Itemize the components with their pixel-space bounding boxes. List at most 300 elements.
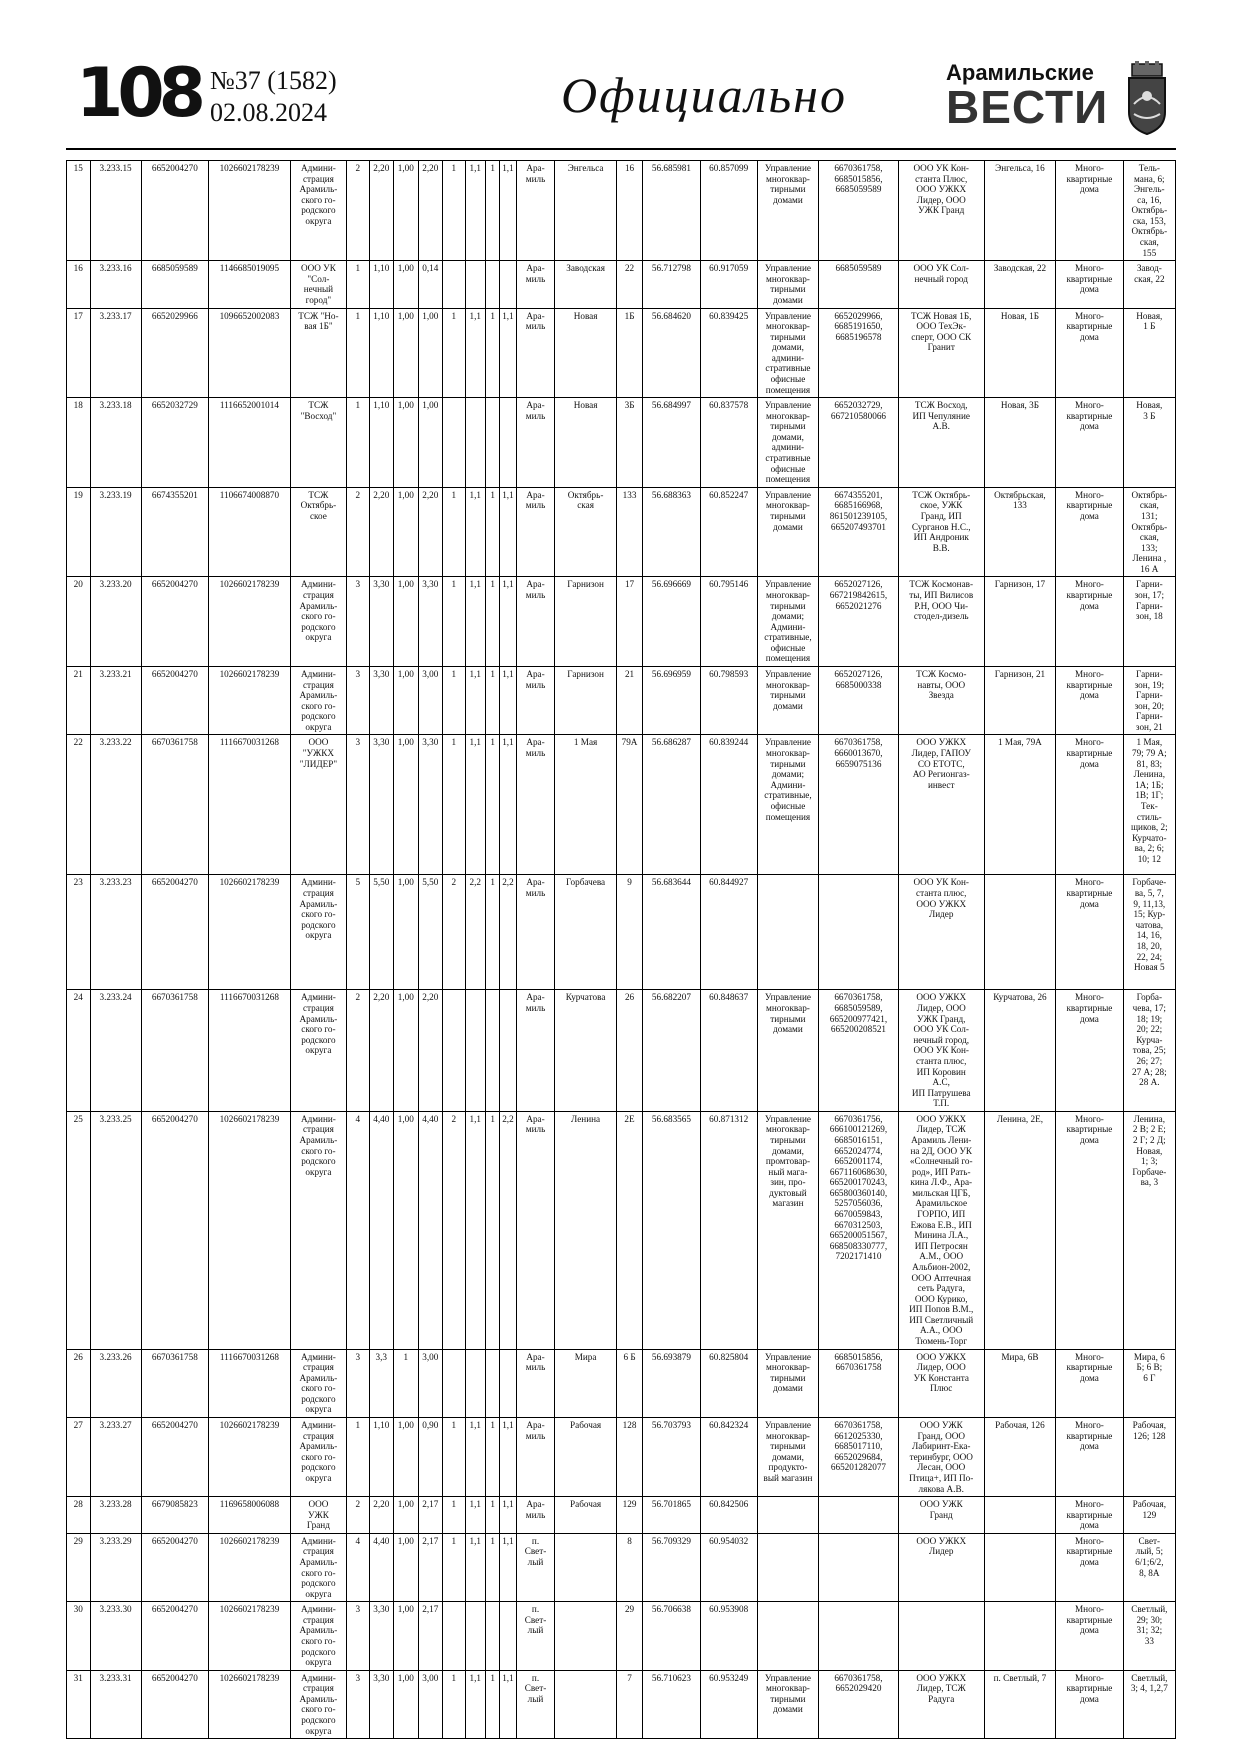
table-cell: 56.710623 [643, 1670, 700, 1738]
table-cell [485, 261, 499, 308]
table-cell: ООО УК "Сол- нечный город" [290, 261, 346, 308]
table-cell: Курчатова, 26 [984, 990, 1056, 1111]
table-cell: 1,00 [394, 261, 419, 308]
table-cell: 1 [443, 1418, 465, 1497]
table-cell: ООО УЖКХ Лидер, ГАПОУ СО ЕТОТС, АО Регионгаз- инвест [898, 735, 984, 875]
table-cell: 1,00 [394, 487, 419, 577]
table-cell: 6652004270 [141, 1670, 208, 1738]
table-cell: Админи- страция Арамиль- ского го- родского округа [290, 1349, 346, 1417]
table-cell: 6674355201, 6685166968, 861501239105, 665207493701 [819, 487, 899, 577]
table-cell: 60.839244 [700, 735, 757, 875]
table-cell: Ара- миль [516, 487, 555, 577]
table-cell: 1,00 [394, 577, 419, 667]
table-cell: Много- квартирные дома [1056, 667, 1123, 735]
table-cell: 3,30 [369, 577, 394, 667]
table-cell: 1,1 [500, 1670, 516, 1738]
table-cell [485, 398, 499, 488]
table-row [67, 1602, 1176, 1670]
table-cell: 1,1 [500, 308, 516, 398]
table-cell: 1,00 [394, 875, 419, 990]
table-cell: 30 [67, 1602, 91, 1670]
table-cell: Много- квартирные дома [1056, 1602, 1123, 1670]
table-cell: Управление многоквар- тирными домами, продукто- вый магазин [757, 1418, 818, 1497]
table-cell: 1,10 [369, 398, 394, 488]
table-cell: 1 [347, 308, 369, 398]
table-cell: 15 [67, 161, 91, 261]
table-row [67, 990, 1176, 1111]
table-cell: 4 [347, 1533, 369, 1601]
table-cell: Мира, 6 Б; 6 В; 6 Г [1123, 1349, 1175, 1417]
table-cell: Управление многоквар- тирными домами [757, 1349, 818, 1417]
table-cell: Ара- миль [516, 398, 555, 488]
table-cell [485, 1602, 499, 1670]
table-cell [443, 990, 465, 1111]
table-cell: 1026602178239 [209, 1418, 291, 1497]
table-cell: Свет- лый, 5; 6/1;6/2, 8, 8А [1123, 1533, 1175, 1601]
table-cell [984, 1602, 1056, 1670]
table-cell: 2 [443, 875, 465, 990]
table-cell: ООО УЖКХ Лидер, ТСЖ Радуга [898, 1670, 984, 1738]
table-cell: Админи- страция Арамиль- ского го- родского округа [290, 161, 346, 261]
table-cell: Ленина, 2Е, [984, 1111, 1056, 1349]
table-cell: Гарнизон [555, 667, 616, 735]
table-cell: 0,90 [418, 1418, 443, 1497]
table-cell: 60.954032 [700, 1533, 757, 1601]
table-cell: 56.703793 [643, 1418, 700, 1497]
table-cell: 60.852247 [700, 487, 757, 577]
table-cell: Много- квартирные дома [1056, 875, 1123, 990]
table-cell: Управление многоквар- тирными домами; Админи- стративные, офисные помещения [757, 577, 818, 667]
table-cell: Горбачева [555, 875, 616, 990]
table-cell: Админи- страция Арамиль- ского го- родского округа [290, 1111, 346, 1349]
table-cell: Энгельса [555, 161, 616, 261]
table-cell: 1,00 [418, 308, 443, 398]
issue-number: №37 (1582) [210, 66, 337, 95]
table-cell: ООО УЖКХ Лидер [898, 1533, 984, 1601]
table-cell: Заводская, 22 [984, 261, 1056, 308]
table-cell: 1,00 [394, 308, 419, 398]
table-cell: 1026602178239 [209, 161, 291, 261]
table-cell: ООО УЖК Гранд, ООО Лабиринт-Ека- теринбург, ООО Лесан, ООО Птица+, ИП По- лякова А.В. [898, 1418, 984, 1497]
table-cell [819, 1602, 899, 1670]
table-cell: Горба- чева, 17; 18; 19; 20; 22; Курча- това, 25; 26; 27; 27 А; 28; 28 А. [1123, 990, 1175, 1111]
table-cell: Рабочая, 126 [984, 1418, 1056, 1497]
table-cell: 1,1 [465, 667, 485, 735]
table-cell: Рабочая [555, 1418, 616, 1497]
table-cell: 6670361758 [141, 1349, 208, 1417]
table-cell: 1,1 [500, 1497, 516, 1534]
table-cell: Управление многоквар- тирными домами [757, 487, 818, 577]
table-row [67, 735, 1176, 875]
table-cell: 3.233.15 [90, 161, 141, 261]
table-cell: 6652027126, 667219842615, 6652021276 [819, 577, 899, 667]
table-cell: Много- квартирные дома [1056, 398, 1123, 488]
table-row [67, 1670, 1176, 1738]
table-cell: 8 [616, 1533, 643, 1601]
table-cell: 3.233.21 [90, 667, 141, 735]
table-cell: 6670361758 [141, 735, 208, 875]
table-cell: Энгельса, 16 [984, 161, 1056, 261]
table-cell: 1116670031268 [209, 735, 291, 875]
table-cell [757, 875, 818, 990]
table-cell: Много- квартирные дома [1056, 487, 1123, 577]
table-cell: Ара- миль [516, 1497, 555, 1534]
table-cell [443, 1602, 465, 1670]
table-cell: Ленина, 2 В; 2 Е; 2 Г; 2 Д; Новая, 1; 3; Горбаче- ва, 3 [1123, 1111, 1175, 1349]
table-cell: 6652029966, 6685191650, 6685196578 [819, 308, 899, 398]
table-cell: Управление многоквар- тирными домами [757, 1670, 818, 1738]
table-cell: 60.871312 [700, 1111, 757, 1349]
table-cell: Курчатова [555, 990, 616, 1111]
table-row [67, 667, 1176, 735]
header-divider [66, 148, 1176, 150]
table-cell: ООО УК Кон- станта плюс, ООО УЖКХ Лидер [898, 875, 984, 990]
table-cell: Гарнизон, 17 [984, 577, 1056, 667]
table-cell: ТСЖ Восход, ИП Чепуляние А.В. [898, 398, 984, 488]
table-cell: 1096652002083 [209, 308, 291, 398]
table-cell [555, 1670, 616, 1738]
table-cell: 6685059589 [141, 261, 208, 308]
table-cell: 1,00 [394, 1602, 419, 1670]
table-cell: 1 [347, 261, 369, 308]
table-cell: 1 [485, 1670, 499, 1738]
table-cell: 1,1 [465, 577, 485, 667]
table-cell [757, 1497, 818, 1534]
table-cell: Октябрьская, 133 [984, 487, 1056, 577]
table-cell: 6652004270 [141, 1602, 208, 1670]
table-cell: ТСЖ "Восход" [290, 398, 346, 488]
table-cell: 1 [485, 1497, 499, 1534]
table-cell: 3 [347, 1602, 369, 1670]
table-cell: 6 Б [616, 1349, 643, 1417]
table-cell: 17 [616, 577, 643, 667]
table-cell: 1,1 [465, 1418, 485, 1497]
table-cell [500, 261, 516, 308]
table-cell: Новая, 1 Б [1123, 308, 1175, 398]
table-cell [757, 1602, 818, 1670]
table-cell: 2,20 [418, 990, 443, 1111]
table-cell: 56.686287 [643, 735, 700, 875]
table-cell: 7 [616, 1670, 643, 1738]
table-cell: Ара- миль [516, 1349, 555, 1417]
table-cell: 2,20 [418, 161, 443, 261]
table-cell: 56.709329 [643, 1533, 700, 1601]
table-cell: 2,17 [418, 1533, 443, 1601]
table-cell: 1 Мая, 79; 79 А; 81, 83; Ленина, 1А; 1Б; 1В; 1Г; Тек- стиль- щиков, 2; Курчато- ва, 2; 6; 10; 12 [1123, 735, 1175, 875]
table-cell: 1 [443, 1497, 465, 1534]
table-cell: Гарнизон, 21 [984, 667, 1056, 735]
table-cell [465, 990, 485, 1111]
table-cell: Новая, 3 Б [1123, 398, 1175, 488]
table-cell: 6652004270 [141, 577, 208, 667]
table-cell: 1 [443, 735, 465, 875]
table-cell: Много- квартирные дома [1056, 161, 1123, 261]
table-cell: 6652004270 [141, 1111, 208, 1349]
table-cell: Много- квартирные дома [1056, 735, 1123, 875]
table-cell: 23 [67, 875, 91, 990]
table-cell [819, 1533, 899, 1601]
table-cell: 56.683565 [643, 1111, 700, 1349]
table-cell: 21 [616, 667, 643, 735]
issue-date: 02.08.2024 [210, 98, 327, 127]
table-cell: Админи- страция Арамиль- ского го- родского округа [290, 875, 346, 990]
table-cell: 1,00 [394, 990, 419, 1111]
table-cell: Админи- страция Арамиль- ского го- родского округа [290, 667, 346, 735]
table-cell: 27 [67, 1418, 91, 1497]
table-cell: 2,17 [418, 1497, 443, 1534]
table-cell: 1116670031268 [209, 990, 291, 1111]
table-cell: 3,00 [418, 667, 443, 735]
table-cell: Много- квартирные дома [1056, 308, 1123, 398]
table-cell: Рабочая [555, 1497, 616, 1534]
table-cell: 60.842506 [700, 1497, 757, 1534]
table-cell: 56.696959 [643, 667, 700, 735]
table-cell: Много- квартирные дома [1056, 990, 1123, 1111]
table-cell: Горбаче- ва, 5, 7, 9, 11,13, 15; Кур- чатова, 14, 16, 18, 20, 22, 24; Новая 5 [1123, 875, 1175, 990]
table-cell: Рабочая, 126; 128 [1123, 1418, 1175, 1497]
table-cell: п. Свет- лый [516, 1670, 555, 1738]
table-cell: 3,00 [418, 1349, 443, 1417]
table-cell: 60.795146 [700, 577, 757, 667]
table-cell: 1,00 [394, 161, 419, 261]
table-cell: Управление многоквар- тирными домами; Админи- стративные, офисные помещения [757, 735, 818, 875]
city-crest-icon [1126, 60, 1168, 136]
table-cell: 1 [443, 487, 465, 577]
table-cell: 60.842324 [700, 1418, 757, 1497]
table-cell: Новая [555, 398, 616, 488]
table-cell: 2,20 [369, 1497, 394, 1534]
table-cell: 2,20 [418, 487, 443, 577]
table-cell: Управление многоквар- тирными домами [757, 161, 818, 261]
table-cell: 3.233.23 [90, 875, 141, 990]
table-cell [819, 875, 899, 990]
table-row [67, 487, 1176, 577]
table-cell: 6670361758, 6685059589, 665200977421, 665200208521 [819, 990, 899, 1111]
table-cell: 22 [616, 261, 643, 308]
table-cell: Гарни- зон, 17; Гарни- зон, 18 [1123, 577, 1175, 667]
table-cell: ООО УК Кон- станта Плюс, ООО УЖКХ Лидер, ООО УЖК Гранд [898, 161, 984, 261]
table-cell: 1,1 [465, 308, 485, 398]
table-cell: 3.233.16 [90, 261, 141, 308]
table-cell: 1 [485, 1111, 499, 1349]
table-cell: Ара- миль [516, 1418, 555, 1497]
page-number: 108 [76, 54, 200, 133]
table-row [67, 1497, 1176, 1534]
table-cell: 6652004270 [141, 667, 208, 735]
table-cell: 2,2 [500, 1111, 516, 1349]
table-cell: 56.706638 [643, 1602, 700, 1670]
table-cell: 1 [485, 577, 499, 667]
registry-table [66, 160, 1176, 1739]
table-cell: ТСЖ Октябрь- ское [290, 487, 346, 577]
table-cell [898, 1602, 984, 1670]
table-cell: 1 [485, 875, 499, 990]
table-cell: Много- квартирные дома [1056, 1533, 1123, 1601]
page-header [66, 56, 1176, 146]
table-cell: Новая, 1Б [984, 308, 1056, 398]
table-cell: 1026602178239 [209, 667, 291, 735]
table-cell: 6652032729, 667210580066 [819, 398, 899, 488]
table-cell: Рабочая, 129 [1123, 1497, 1175, 1534]
table-cell [984, 1497, 1056, 1534]
table-cell: 2,17 [418, 1602, 443, 1670]
table-cell: Октябрь- ская, 131; Октябрь- ская, 133; Ленина , 16 А [1123, 487, 1175, 577]
table-cell: 5,50 [418, 875, 443, 990]
table-cell: Управление многоквар- тирными домами, админи- стративные офисные помещения [757, 398, 818, 488]
table-cell [485, 1349, 499, 1417]
table-cell: 19 [67, 487, 91, 577]
table-cell: 3.233.18 [90, 398, 141, 488]
table-cell: 60.839425 [700, 308, 757, 398]
table-cell: 3.233.26 [90, 1349, 141, 1417]
table-cell: 4 [347, 1111, 369, 1349]
table-cell: 6674355201 [141, 487, 208, 577]
table-cell: Админи- страция Арамиль- ского го- родского округа [290, 1418, 346, 1497]
table-cell: Много- квартирные дома [1056, 1349, 1123, 1417]
table-cell: Новая [555, 308, 616, 398]
table-cell: 1 [485, 735, 499, 875]
table-cell: 6670361758, 6652029420 [819, 1670, 899, 1738]
table-cell: 1116652001014 [209, 398, 291, 488]
table-cell [465, 1602, 485, 1670]
table-cell: 3,30 [369, 667, 394, 735]
table-cell: 6652027126, 6685000338 [819, 667, 899, 735]
table-cell: 3.233.29 [90, 1533, 141, 1601]
table-cell: 1,10 [369, 308, 394, 398]
table-cell: 1,1 [500, 1533, 516, 1601]
table-cell: 3,30 [418, 735, 443, 875]
table-row [67, 161, 1176, 261]
table-cell: Мира [555, 1349, 616, 1417]
table-cell: 60.917059 [700, 261, 757, 308]
table-cell: 3,30 [418, 577, 443, 667]
table-cell: 1 [347, 398, 369, 488]
table-cell: ТСЖ Космонав- ты, ИП Вилисов Р.Н, ООО Чи- стодел-дизель [898, 577, 984, 667]
table-cell: 1026602178239 [209, 1670, 291, 1738]
table-cell: 5 [347, 875, 369, 990]
table-cell: 6670361758 [141, 990, 208, 1111]
table-row [67, 1349, 1176, 1417]
table-cell: 26 [616, 990, 643, 1111]
table-cell: 3,30 [369, 735, 394, 875]
table-cell: Ленина [555, 1111, 616, 1349]
table-cell: 1,10 [369, 1418, 394, 1497]
table-cell: 2 [347, 161, 369, 261]
table-row [67, 1418, 1176, 1497]
table-cell: 1 [394, 1349, 419, 1417]
table-row [67, 261, 1176, 308]
table-cell: 3,30 [369, 1670, 394, 1738]
table-cell: 60.798593 [700, 667, 757, 735]
table-cell: 6652029966 [141, 308, 208, 398]
table-cell [819, 1497, 899, 1534]
table-cell: 9 [616, 875, 643, 990]
table-cell: 1 [443, 1670, 465, 1738]
table-cell: 1146685019095 [209, 261, 291, 308]
table-cell: 3.233.28 [90, 1497, 141, 1534]
table-cell: 1,1 [465, 1497, 485, 1534]
table-cell: 3.233.20 [90, 577, 141, 667]
table-cell: Ара- миль [516, 990, 555, 1111]
table-cell: 29 [67, 1533, 91, 1601]
table-cell: 1,00 [394, 1533, 419, 1601]
table-cell [500, 398, 516, 488]
table-cell: 6679085823 [141, 1497, 208, 1534]
table-cell: 1,1 [500, 487, 516, 577]
table-cell: 1,1 [465, 161, 485, 261]
table-cell: 3.233.19 [90, 487, 141, 577]
table-cell: Админи- страция Арамиль- ского го- родского округа [290, 577, 346, 667]
table-cell [443, 261, 465, 308]
table-cell: Управление многоквар- тирными домами, промтовар- ный мага- зин, про- дуктовый магазин [757, 1111, 818, 1349]
table-cell: 2 [347, 1497, 369, 1534]
table-cell: 1169658006088 [209, 1497, 291, 1534]
table-cell: ООО "УЖКХ "ЛИДЕР" [290, 735, 346, 875]
table-cell: 56.712798 [643, 261, 700, 308]
table-cell: 1,00 [394, 398, 419, 488]
table-cell: 6652004270 [141, 161, 208, 261]
table-cell: 5,50 [369, 875, 394, 990]
table-cell: ТСЖ Октябрь- ское, УЖК Гранд, ИП Сурганов Н.С., ИП Андроник В.В. [898, 487, 984, 577]
table-cell: 60.953249 [700, 1670, 757, 1738]
table-cell: 3 [347, 577, 369, 667]
table-cell: 56.684620 [643, 308, 700, 398]
table-cell [500, 990, 516, 1111]
table-cell: 3.233.22 [90, 735, 141, 875]
table-cell: 3 [347, 667, 369, 735]
table-cell: Ара- миль [516, 261, 555, 308]
table-cell: 18 [67, 398, 91, 488]
table-cell: 6652032729 [141, 398, 208, 488]
table-cell: 1Б [616, 308, 643, 398]
table-cell: 2 [347, 990, 369, 1111]
table-cell: 1,00 [394, 735, 419, 875]
table-cell: 56.696669 [643, 577, 700, 667]
table-cell [500, 1602, 516, 1670]
table-cell: 1116670031268 [209, 1349, 291, 1417]
table-cell: Светлый, 3; 4, 1,2,7 [1123, 1670, 1175, 1738]
table-cell: ООО УЖКХ Лидер, ООО УК Константа Плюс [898, 1349, 984, 1417]
table-cell: 1 [485, 667, 499, 735]
table-cell: 60.848637 [700, 990, 757, 1111]
table-cell [555, 1602, 616, 1670]
table-cell: Ара- миль [516, 577, 555, 667]
table-cell: 60.953908 [700, 1602, 757, 1670]
table-cell: ТСЖ "Но- вая 1Б" [290, 308, 346, 398]
table-cell: Много- квартирные дома [1056, 577, 1123, 667]
table-cell: 6670361758, 6685015856, 6685059589 [819, 161, 899, 261]
table-cell: ООО УЖКХ Лидер, ООО УЖК Гранд, ООО УК Сол- нечный город, ООО УК Кон- станта плюс, ИП Коровин А.С, ИП Патрушева Т.П. [898, 990, 984, 1111]
logo-main-text: ВЕСТИ [946, 81, 1109, 133]
table-cell: Заводская [555, 261, 616, 308]
table-cell: 1026602178239 [209, 875, 291, 990]
table-cell: Гарни- зон, 19; Гарни- зон, 20; Гарни- зон, 21 [1123, 667, 1175, 735]
table-cell: ТСЖ Космо- навты, ООО Звезда [898, 667, 984, 735]
table-cell: 2 [347, 487, 369, 577]
table-cell: 31 [67, 1670, 91, 1738]
table-row [67, 1111, 1176, 1349]
table-cell: 1026602178239 [209, 577, 291, 667]
table-cell: Админи- страция Арамиль- ского го- родского округа [290, 990, 346, 1111]
table-cell [465, 1349, 485, 1417]
table-cell: 20 [67, 577, 91, 667]
table-cell: ТСЖ Новая 1Б, ООО ТехЭк- сперт, ООО СК Гранит [898, 308, 984, 398]
table-row [67, 308, 1176, 398]
table-cell: 25 [67, 1111, 91, 1349]
table-body [67, 161, 1176, 1739]
table-cell: Ара- миль [516, 875, 555, 990]
table-cell: 6652004270 [141, 875, 208, 990]
